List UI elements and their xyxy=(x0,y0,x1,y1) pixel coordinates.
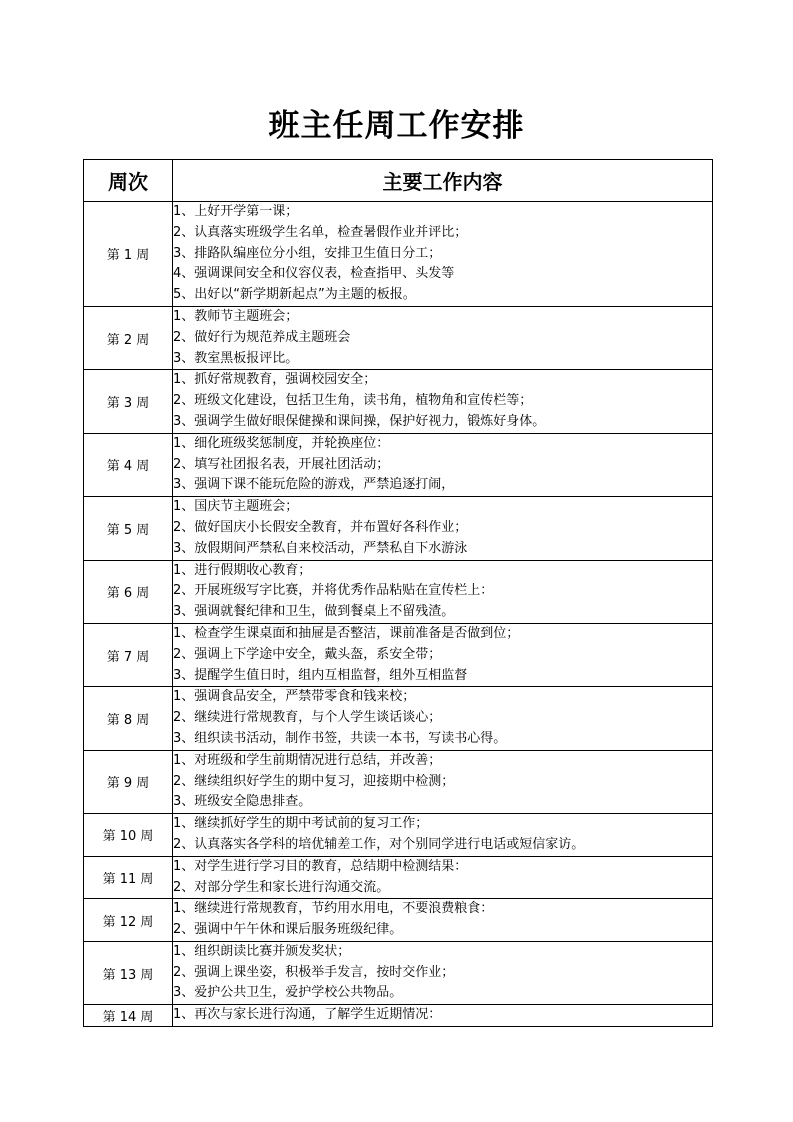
work-item: 1、组织朗读比赛并颁发奖状； xyxy=(173,943,351,959)
work-item: 1、继续进行常规教育，节约用水用电，不要浪费粮食： xyxy=(173,901,494,917)
table-row xyxy=(84,1005,713,1027)
work-content-cell xyxy=(173,941,713,1004)
weekly-schedule-table xyxy=(83,159,713,1027)
work-item: 1、上好开学第一课； xyxy=(173,204,299,219)
work-item: 2、对部分学生和家长进行沟通交流。 xyxy=(173,879,390,895)
week-label: 第 14 周 xyxy=(84,1005,173,1027)
work-item: 2、做好国庆小长假安全教育，并布置好各科作业； xyxy=(173,519,468,535)
week-label: 第 7 周 xyxy=(84,623,173,686)
table-row xyxy=(84,899,713,942)
work-item: 1、教师节主题班会； xyxy=(173,308,299,324)
table-row xyxy=(84,306,713,369)
work-item: 3、组织读书活动，制作书签，共读一本书，写读书心得。 xyxy=(173,730,507,746)
work-content-cell xyxy=(173,856,713,899)
table-row xyxy=(84,202,713,307)
work-item: 1、检查学生课桌面和抽屉是否整洁，课前准备是否做到位； xyxy=(173,625,520,641)
document-title: 班主任周工作安排 xyxy=(268,108,525,144)
work-content-cell xyxy=(173,899,713,942)
week-label: 第 3 周 xyxy=(84,370,173,433)
work-item: 3、提醒学生值日时，组内互相监督，组外互相监督 xyxy=(173,667,468,683)
work-item: 3、班级安全隐患排查。 xyxy=(173,794,312,810)
table-row xyxy=(84,560,713,623)
work-item: 2、继续进行常规教育，与个人学生谈话谈心； xyxy=(173,710,442,726)
week-label: 第 4 周 xyxy=(84,433,173,496)
week-label: 第 9 周 xyxy=(84,750,173,813)
work-content-cell xyxy=(173,497,713,560)
table-row xyxy=(84,687,713,750)
table-row xyxy=(84,856,713,899)
work-item: 3、放假期间严禁私自来校活动，严禁私自下水游泳 xyxy=(173,540,468,556)
work-item: 3、教室黑板报评比。 xyxy=(173,350,299,366)
week-label: 第 11 周 xyxy=(84,856,173,899)
week-column-header: 周次 xyxy=(84,160,173,202)
week-label: 第 2 周 xyxy=(84,306,173,369)
work-content-cell xyxy=(173,306,713,369)
work-content-cell xyxy=(173,814,713,857)
week-label: 第 8 周 xyxy=(84,687,173,750)
table-body xyxy=(84,202,713,1027)
work-content-cell xyxy=(173,1005,713,1027)
work-item: 1、对班级和学生前期情况进行总结，并改善； xyxy=(173,752,442,768)
work-item: 2、强调上下学途中安全，戴头盔，系安全带； xyxy=(173,646,442,662)
week-label: 第 13 周 xyxy=(84,941,173,1004)
work-item: 1、细化班级奖惩制度，并轮换座位： xyxy=(173,435,390,451)
work-item: 2、填写社团报名表，开展社团活动； xyxy=(173,456,390,472)
work-content-cell xyxy=(173,623,713,686)
work-item: 3、强调学生做好眼保健操和课间操，保护好视力，锻炼好身体。 xyxy=(173,413,546,429)
work-item: 1、抓好常规教育，强调校园安全； xyxy=(173,372,377,388)
work-item: 1、强调食品安全，严禁带零食和钱来校； xyxy=(173,689,416,705)
week-label: 第 5 周 xyxy=(84,497,173,560)
work-item: 3、爱护公共卫生，爱护学校公共物品。 xyxy=(173,985,403,1001)
work-content-cell xyxy=(173,370,713,433)
work-item: 3、强调就餐纪律和卫生，做到餐桌上不留残渣。 xyxy=(173,604,455,620)
work-item: 2、强调中午午休和课后服务班级纪律。 xyxy=(173,922,403,938)
work-content-cell xyxy=(173,560,713,623)
work-item: 5、出好以“新学期新起点”为主题的板报。 xyxy=(173,287,416,303)
table-row xyxy=(84,433,713,496)
week-label: 第 10 周 xyxy=(84,814,173,857)
work-item: 3、排路队编座位分小组，安排卫生值日分工； xyxy=(173,245,442,261)
work-item: 2、强调上课坐姿，积极举手发言，按时交作业； xyxy=(173,964,455,980)
work-content-cell xyxy=(173,202,713,307)
work-item: 1、继续抓好学生的期中考试前的复习工作； xyxy=(173,816,429,832)
work-content-cell xyxy=(173,687,713,750)
work-item: 2、班级文化建设，包括卫生角，读书角，植物角和宣传栏等； xyxy=(173,393,533,409)
table-row xyxy=(84,623,713,686)
content-column-header: 主要工作内容 xyxy=(173,160,713,202)
work-item: 1、进行假期收心教育； xyxy=(173,562,312,578)
work-item: 3、强调下课不能玩危险的游戏，严禁追逐打闹， xyxy=(173,477,455,493)
work-item: 2、开展班级写字比赛，并将优秀作品粘贴在宣传栏上： xyxy=(173,583,494,599)
table-row xyxy=(84,941,713,1004)
work-item: 2、认真落实班级学生名单，检查暑假作业并评比； xyxy=(173,224,468,240)
table-row xyxy=(84,750,713,813)
table-header-row xyxy=(84,160,713,202)
week-label: 第 12 周 xyxy=(84,899,173,942)
work-item: 1、对学生进行学习目的教育，总结期中检测结果： xyxy=(173,858,468,874)
table-row xyxy=(84,370,713,433)
work-content-cell xyxy=(173,433,713,496)
work-item: 2、做好行为规范养成主题班会 xyxy=(173,329,351,345)
week-label: 第 1 周 xyxy=(84,202,173,307)
work-item: 2、认真落实各学科的培优辅差工作，对个别同学进行电话或短信家访。 xyxy=(173,836,585,852)
work-item: 4、强调课间安全和仪容仪表，检查指甲、头发等 xyxy=(173,266,455,282)
work-content-cell xyxy=(173,750,713,813)
work-item: 1、国庆节主题班会； xyxy=(173,499,299,515)
table-row xyxy=(84,497,713,560)
work-item: 1、再次与家长进行沟通，了解学生近期情况： xyxy=(173,1007,442,1023)
work-item: 2、继续组织好学生的期中复习，迎接期中检测； xyxy=(173,773,455,789)
week-label: 第 6 周 xyxy=(84,560,173,623)
table-row xyxy=(84,814,713,857)
